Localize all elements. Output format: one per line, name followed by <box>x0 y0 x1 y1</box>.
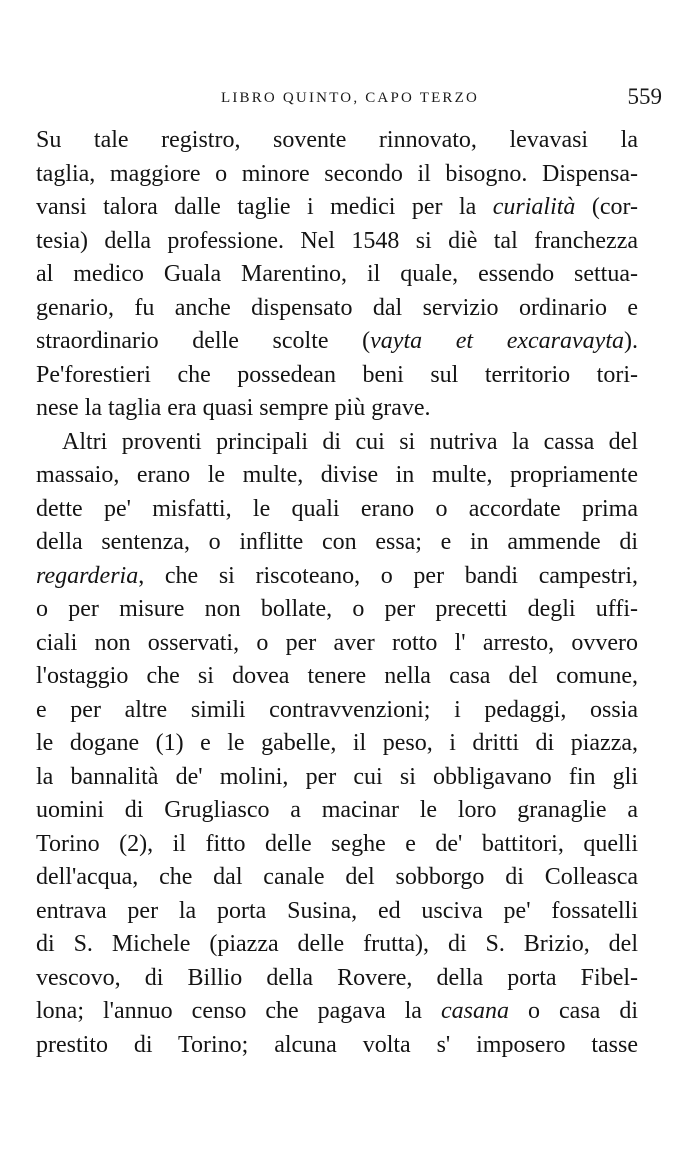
italic-term: regarderia <box>36 562 139 589</box>
text-line <box>36 225 638 259</box>
text-line <box>36 895 638 929</box>
text-segment: e per altre simili contravvenzioni; i pedaggi, ossia <box>36 696 638 723</box>
text-segment: taglia, maggiore o minore secondo il bisogno. Dispensa- <box>36 160 638 187</box>
text-segment: dell'acqua, che dal canale del sobborgo di Colleasca <box>36 864 638 890</box>
text-line <box>36 191 638 225</box>
text-segment: vescovo, di Billio della Rovere, della porta Fibel- <box>36 964 638 991</box>
text-line <box>36 493 638 527</box>
text-line <box>36 426 638 460</box>
text-segment: lona; l'annuo censo che pagava la <box>36 998 441 1024</box>
text-line <box>36 124 638 158</box>
page-number: 559 <box>627 84 662 109</box>
text-segment: dette pe' misfatti, le quali erano o accordate prima <box>36 495 638 522</box>
text-line <box>36 627 638 661</box>
text-segment: l'ostaggio che si dovea tenere nella casa del comune, <box>36 663 638 689</box>
italic-term: curialità <box>492 194 576 220</box>
text-line <box>36 962 638 996</box>
italic-term: vayta et excaravayta <box>370 328 624 354</box>
text-line <box>36 258 638 292</box>
text-segment: uomini di Grugliasco a macinar le loro granaglie a <box>36 797 638 823</box>
text-line <box>36 928 638 962</box>
text-segment: (cor- <box>575 194 638 220</box>
text-line <box>36 1029 638 1063</box>
text-segment: tesia) della professione. Nel 1548 si diè tal franchezza <box>36 227 638 254</box>
text-line <box>36 794 638 828</box>
text-segment: della sentenza, o inflitte con essa; e in ammende di <box>36 529 638 555</box>
text-line <box>36 392 638 426</box>
text-segment: Pe'forestieri che possedean beni sul territorio tori- <box>36 361 638 388</box>
text-segment: massaio, erano le multe, divise in multe, propriamente <box>36 462 638 488</box>
text-segment: la bannalità de' molini, per cui si obbligavano fin gli <box>36 763 638 790</box>
text-segment: o casa di <box>508 998 638 1024</box>
text-line <box>36 526 638 560</box>
text-segment: Su tale registro, sovente rinnovato, levavasi la <box>36 127 638 153</box>
text-line <box>36 560 638 594</box>
text-segment: di S. Michele (piazza delle frutta), di S. Brizio, del <box>36 931 638 957</box>
text-segment: entrava per la porta Susina, ed usciva pe' fossatelli <box>36 897 638 924</box>
running-head-title: LIBRO QUINTO, CAPO TERZO <box>220 90 480 106</box>
text-line <box>36 694 638 728</box>
text-segment: straordinario delle scolte ( <box>36 328 371 354</box>
text-line <box>36 359 638 393</box>
text-segment: genario, fu anche dispensato dal servizio ordinario e <box>36 294 638 321</box>
text-line <box>36 727 638 761</box>
text-segment: vansi talora dalle taglie i medici per la <box>36 194 493 220</box>
text-segment: o per misure non bollate, o per precetti degli uffi- <box>36 596 638 622</box>
text-line <box>36 158 638 192</box>
text-segment: ). <box>624 328 638 354</box>
text-segment: , che si riscoteano, o per bandi campestri, <box>138 562 638 589</box>
text-line <box>36 861 638 895</box>
text-line <box>36 292 638 326</box>
text-line <box>36 593 638 627</box>
text-segment: le dogane (1) e le gabelle, il peso, i dritti di piazza, <box>36 730 638 756</box>
text-line <box>36 828 638 862</box>
text-line <box>36 325 638 359</box>
text-segment: Altri proventi principali di cui si nutriva la cassa del <box>62 428 638 455</box>
body-text <box>36 124 638 1062</box>
text-segment: prestito di Torino; alcuna volta s' imposero tasse <box>36 1031 638 1058</box>
text-line <box>36 995 638 1029</box>
running-head <box>38 84 662 114</box>
text-segment: al medico Guala Marentino, il quale, essendo settua- <box>36 261 638 287</box>
text-line <box>36 660 638 694</box>
text-segment: ciali non osservati, o per aver rotto l' arresto, ovvero <box>36 629 638 656</box>
italic-term: casana <box>440 998 509 1024</box>
text-line <box>36 761 638 795</box>
text-segment: nese la taglia era quasi sempre più grave. <box>36 395 431 421</box>
text-line <box>36 459 638 493</box>
text-segment: Torino (2), il fitto delle seghe e de' battitori, quelli <box>36 830 638 857</box>
